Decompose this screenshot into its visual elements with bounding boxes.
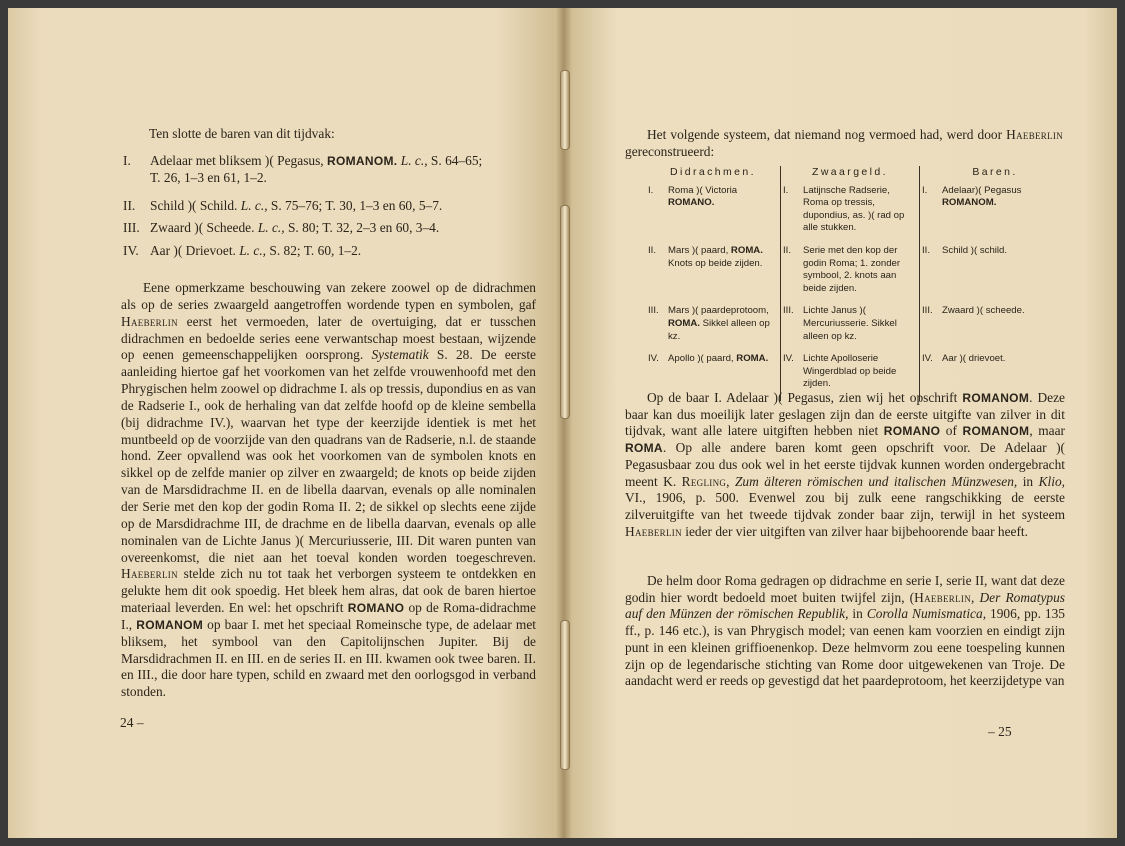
author-name: Haeberlin: [121, 566, 178, 582]
ref: L. c.,: [240, 198, 268, 213]
right-page: [563, 8, 1117, 838]
didrachme-cell: Apollo )( paard, ROMA.: [666, 353, 781, 401]
baar-cell: Schild )( schild.: [942, 244, 1008, 256]
legend-romanom: ROMANOM: [136, 617, 204, 632]
baar-cell: Zwaard )( scheede.: [942, 305, 1025, 317]
table-row: [646, 245, 1070, 305]
right-body-paragraph-2: De helm door Roma gedragen op didrachme en serie I, serie II, want dat deze godin hier wordt bedoeld moet buiten twijfel zijn, (Haeberlin, Der Romatypus auf den Münzen der römischen Republik, in Corolla Numismatica, 1906, pp. 135 ff., p. 146 etc.), is van Phrygisch model; van eenen kam voorzien en eindigt zijn punt in een kleinen griffioenenkop. Deze helmvorm zou eene toespeling kunnen zijn op de legendarische stichting van Rome door uitgewekenen van Troje. De aandacht werd er reeds op gevestigd dat het paardeprotoom, het keerzijdetype van: [625, 573, 1065, 689]
list-num: I.: [123, 153, 131, 168]
list-text: S. 82; T. 60, 1–2.: [266, 243, 362, 258]
row-num: II.: [922, 244, 930, 256]
row-num: IV.: [922, 353, 933, 365]
row-num: II.: [648, 244, 656, 256]
didrachme-cell: Mars )( paard, ROMA. Knots op beide zijden.: [666, 245, 781, 305]
ref-title: Corolla Numismatica,: [866, 606, 987, 622]
row-num: I.: [922, 184, 928, 196]
ref-title: Der Romatypus auf den Münzen der römischen Republik,: [625, 589, 1065, 622]
baar-cell: Adelaar)( Pegasus ROMANOM.: [942, 184, 1022, 209]
list-text: Adelaar met bliksem )( Pegasus,: [150, 153, 328, 168]
list-item-1: [123, 153, 533, 186]
didrachme-cell: Mars )( paardeprotoom, ROMA. Sikkel alleen op kz.: [666, 305, 781, 353]
list-item-2: [123, 198, 533, 215]
list-item-4: [123, 243, 533, 260]
column-header: Didrachmen.: [646, 166, 781, 185]
ref: L. c.,: [239, 243, 267, 258]
ref-title: Klio,: [1038, 473, 1065, 489]
right-intro: Het volgende systeem, dat niemand nog vermoed had, werd door Haeberlin gereconstrueerd:: [625, 127, 1063, 159]
zwaargeld-cell: Latijnsche Radserie, Roma op tressis, dupondius, as. )( rad op alle stukken.: [801, 185, 920, 245]
didrachme-cell: Roma )( Victoria ROMANO.: [666, 185, 781, 245]
legend-roma: ROMA: [625, 441, 663, 456]
author-name: Haeberlin: [121, 313, 178, 329]
system-table: [646, 166, 1070, 401]
right-body-paragraph-1: Op de baar I. Adelaar )( Pegasus, zien wij het opschrift ROMANOM. Deze baar kan dus moeilijk later geslagen zijn dan de eerste uitgifte van zilver in dit tijdvak, want alle latere uitgiften hebben niet ROMANO of ROMANOM, maar ROMA. Op alle andere baren komt geen opschrift voor. De Adelaar )( Pegasusbaar zou dus ook wel in het eerste tijdvak kunnen worden ondergebracht meent K. Regling, Zum älteren römischen und italischen Münzwesen, in Klio, VI., 1906, p. 500. Evenwel zou bij zulk eene rangschikking de eerste zilveruitgifte van het tweede tijdvak zonder baar zijn, terwijl in het systeem Haeberlin ieder der vier uitgiften van zilver haar bijbehoorende baar heeft.: [625, 390, 1065, 539]
row-num: II.: [783, 244, 791, 256]
list-text: T. 26, 1–3 en 61, 1–2.: [150, 169, 267, 185]
staple-top: [560, 70, 570, 150]
table-row: [646, 185, 1070, 245]
ref-title: Systematik: [371, 347, 429, 363]
zwaargeld-cell: Lichte Apolloserie Wingerdblad op beide zijden.: [801, 353, 920, 401]
ref: L. c.,: [400, 153, 428, 168]
baar-cell: Aar )( drievoet.: [942, 353, 1006, 365]
table-row: [646, 305, 1070, 353]
author-name: Haeberlin: [625, 523, 682, 539]
list-text: S. 64–65;: [427, 153, 483, 168]
page-number-right: – 25: [988, 724, 1012, 739]
legend-romanom: ROMANOM.: [327, 154, 398, 168]
list-num: IV.: [123, 243, 139, 258]
list-text: Zwaard )( Scheede.: [150, 220, 258, 235]
row-num: IV.: [783, 353, 794, 365]
book-spread: [8, 8, 1117, 838]
legend-romano: ROMANO: [347, 601, 405, 616]
list-text: S. 80; T. 32, 2–3 en 60, 3–4.: [284, 220, 440, 235]
row-num: III.: [922, 305, 933, 317]
ref: L. c.,: [257, 220, 285, 235]
ref-title: Zum älteren römischen und italischen Münzwesen,: [734, 473, 1018, 489]
staple-bottom: [560, 620, 570, 770]
page-number-left: 24 –: [120, 715, 144, 730]
list-num: III.: [123, 220, 140, 235]
row-num: IV.: [648, 353, 659, 365]
legend-romanom: ROMANOM: [962, 391, 1030, 405]
row-num: III.: [783, 305, 794, 317]
column-header: Zwaargeld.: [781, 166, 920, 185]
zwaargeld-cell: Lichte Janus )( Mercuriusserie. Sikkel alleen op kz.: [801, 305, 920, 353]
author-name: Regling: [681, 473, 727, 489]
row-num: I.: [648, 184, 654, 196]
left-page: [8, 8, 563, 838]
legend-romano: ROMANO: [883, 424, 941, 439]
list-text: Schild )( Schild.: [150, 198, 241, 213]
row-num: I.: [783, 184, 789, 196]
author-name: Haeberlin: [1006, 127, 1063, 142]
staple-middle: [560, 205, 570, 419]
table-header-row: [646, 166, 1070, 185]
legend-romanom: ROMANOM: [962, 424, 1030, 439]
left-body-paragraph: Eene opmerkzame beschouwing van zekere zoowel op de didrachmen als op de series zwaargeld aangetroffen wordende typen en symbolen, gaf Haeberlin eerst het vermoeden, later de overtuiging, dat er tusschen didrachmen en bedoelde series eene verwantschap moest bestaan, wijzende op eenen gemeenschappelijken oorsprong. Systematik S. 28. De eerste aanleiding hiertoe gaf het voorkomen van het zelfde vrouwenhoofd met den Phrygischen helm zoowel op didrachme I. als op tressis, dupondius en as van de Radserie I., ook de herhaling van dat zelfde hoofd op de kleine sembella (bij didrachme IV.), waarvan het type der keerzijde identiek is met het muntbeeld op de voorzijde van den quadrans van de Radserie, n.l. de staande hond. Zeer opvallend was ook het voorkomen van de symbolen knots en sikkel op de zelfde manier op zilver en zwaargeld; de knots op beide zijden van de Marsdidrachme II. en de libella daarvan, evenals op alle nominalen der Serie met den kop der godin Roma II. 2; de sikkel op slechts eene zijde op de Marsdidrachme III, de drachme en de libella daarvan, evenals op alle nominalen van de Lichte Janus )( Mercuriusserie, III. Dit waren punten van overeenkomst, die niet aan het toeval konden worden toegeschreven. Haeberlin stelde zich nu tot taak het verborgen systeem te ontdekken en gelukte hem dit ook spoedig. Het bleek hem alras, dat ook de baren hiertoe materiaal leverden. En wel: het opschrift ROMANO op de Roma-didrachme I., ROMANOM op baar I. met het speciaal Romeinsche type, de adelaar met bliksem, het symbool van den Capitolijnschen Jupiter. Bij de Marsdidrachmen II. en III. en de series II. en III. kwamen ook twee baren. II. en III., die door hare typen, schild en zwaard met den oorlogsgod in verband stonden.: [121, 280, 537, 700]
column-header: Baren.: [972, 166, 1018, 178]
author-name: Haeberlin: [914, 589, 972, 605]
left-intro: Ten slotte de baren van dit tijdvak:: [149, 126, 335, 141]
zwaargeld-cell: Serie met den kop der godin Roma; 1. zonder symbool, 2. knots aan beide zijden.: [801, 245, 920, 305]
list-text: Aar )( Drievoet.: [150, 243, 240, 258]
list-text: S. 75–76; T. 30, 1–3 en 60, 5–7.: [267, 198, 443, 213]
row-num: III.: [648, 305, 659, 317]
list-item-3: [123, 220, 533, 237]
list-num: II.: [123, 198, 136, 213]
